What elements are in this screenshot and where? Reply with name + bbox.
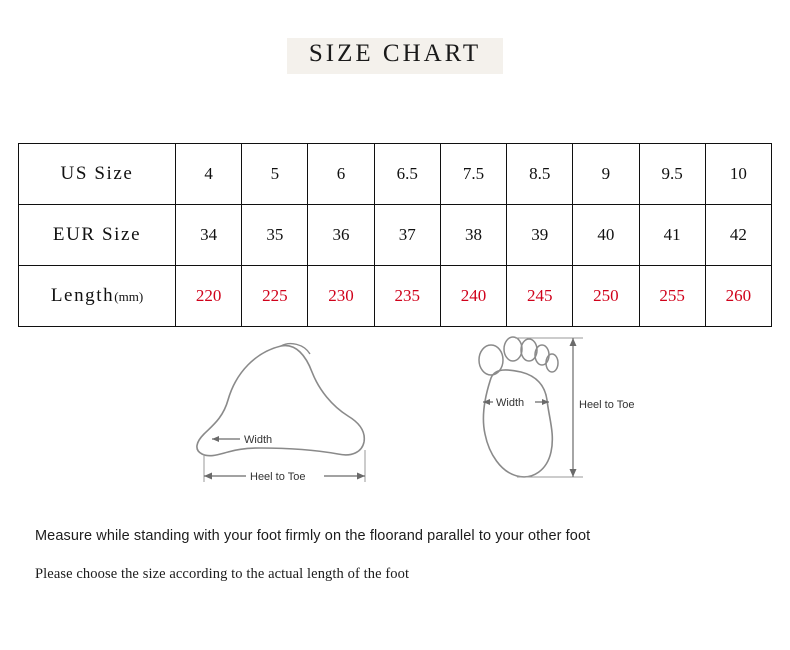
length-label-side: Heel to Toe	[250, 471, 306, 483]
row-header-length-text: Length	[50, 285, 115, 306]
length-measure-sole	[570, 338, 642, 477]
cell-len-9: 260	[705, 266, 771, 327]
cell-us-9: 10	[705, 144, 771, 205]
note-line-1: Measure while standing with your foot firmly on the floorand parallel to your other foot	[35, 528, 591, 544]
cell-len-4: 235	[374, 266, 440, 327]
cell-eur-6: 39	[507, 205, 573, 266]
foot-side-view-diagram	[186, 338, 401, 498]
cell-eur-4: 37	[374, 205, 440, 266]
row-header-length	[19, 266, 176, 327]
cell-us-3: 6	[308, 144, 374, 205]
cell-len-7: 250	[573, 266, 639, 327]
cell-len-3: 230	[308, 266, 374, 327]
cell-eur-7: 40	[573, 205, 639, 266]
width-measure-sole	[483, 395, 549, 409]
width-measure-side	[212, 432, 282, 446]
cell-len-6: 245	[507, 266, 573, 327]
foot-sole-view-diagram	[455, 330, 645, 500]
measure-notes	[35, 528, 755, 583]
cell-us-1: 4	[176, 144, 242, 205]
length-label-sole: Heel to Toe	[579, 399, 635, 411]
foot-side-view-icon	[186, 338, 401, 498]
width-label-sole: Width	[496, 397, 525, 409]
cell-len-1: 220	[176, 266, 242, 327]
title-background	[287, 38, 503, 74]
cell-eur-8: 41	[639, 205, 705, 266]
cell-len-2: 225	[242, 266, 308, 327]
table-row	[19, 205, 772, 266]
cell-us-6: 8.5	[507, 144, 573, 205]
cell-len-5: 240	[440, 266, 506, 327]
page-title-area	[0, 38, 790, 74]
table-row	[19, 266, 772, 327]
row-header-length-unit: (mm)	[114, 289, 144, 304]
size-table-wrapper	[18, 143, 772, 327]
foot-sole-view-icon	[455, 330, 645, 500]
cell-us-7: 9	[573, 144, 639, 205]
cell-eur-1: 34	[176, 205, 242, 266]
width-label-side: Width	[244, 434, 273, 446]
cell-eur-5: 38	[440, 205, 506, 266]
cell-us-4: 6.5	[374, 144, 440, 205]
measurement-diagrams	[0, 330, 790, 505]
size-chart-table	[18, 143, 772, 327]
note-line-2: Please choose the size according to the actual length of the foot	[35, 566, 410, 582]
cell-us-5: 7.5	[440, 144, 506, 205]
cell-us-2: 5	[242, 144, 308, 205]
table-row	[19, 144, 772, 205]
page-title: SIZE CHART	[308, 40, 482, 67]
cell-us-8: 9.5	[639, 144, 705, 205]
cell-eur-2: 35	[242, 205, 308, 266]
row-header-us-size: US Size	[19, 144, 176, 205]
length-measure-side	[204, 468, 365, 484]
row-header-eur-size: EUR Size	[19, 205, 176, 266]
cell-eur-3: 36	[308, 205, 374, 266]
cell-eur-9: 42	[705, 205, 771, 266]
cell-len-8: 255	[639, 266, 705, 327]
